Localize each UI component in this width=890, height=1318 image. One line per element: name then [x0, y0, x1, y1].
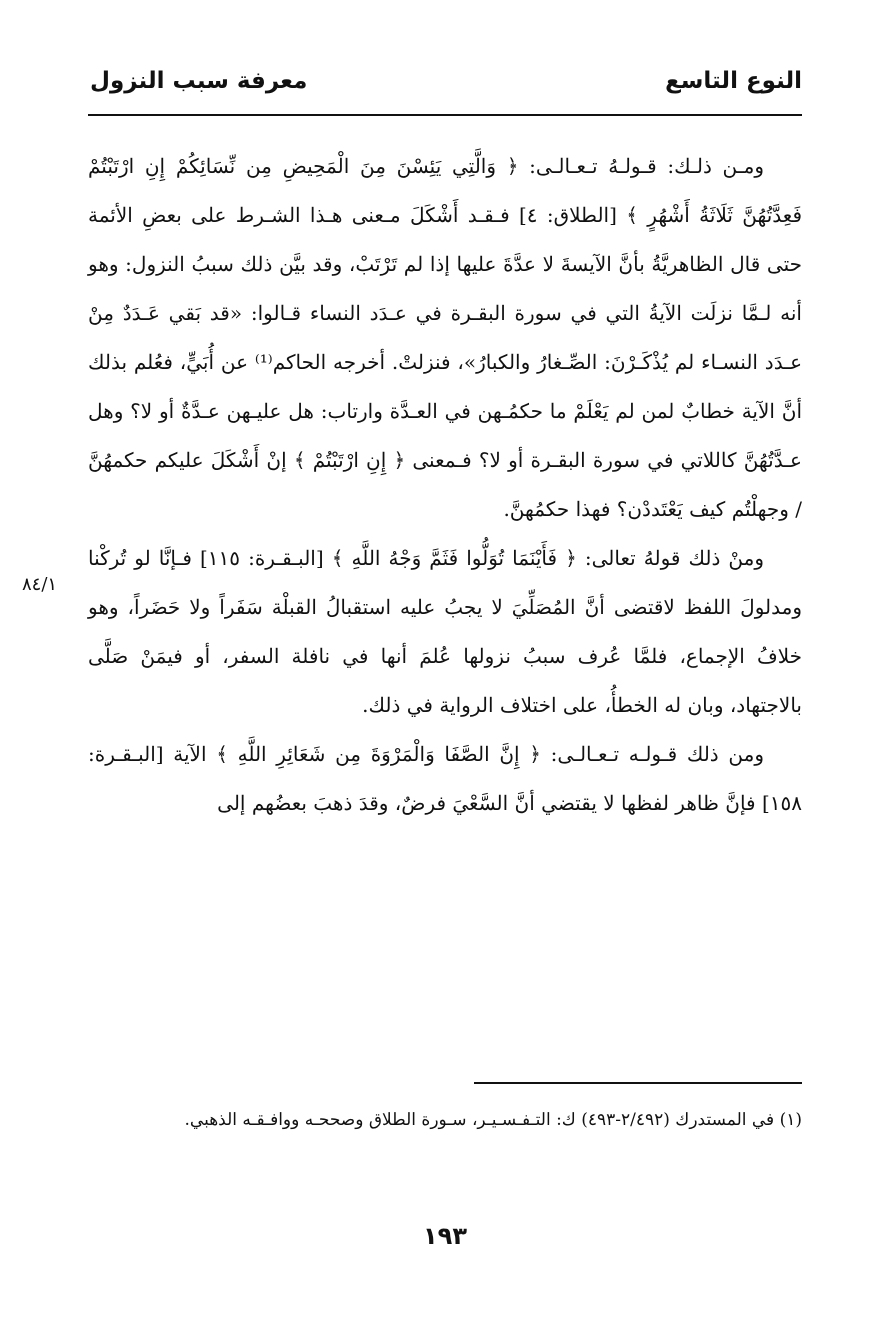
- paragraph-text: ومنْ ذلك قولهُ تعالى: ﴿: [565, 546, 765, 570]
- footnote-divider: [474, 1082, 802, 1084]
- footnote: (١) في المستدرك (٢/٤٩٢-٤٩٣) ك: التـفـسـيـر، سـورة الطلاق وصححـه ووافـقـه الذهبي.: [184, 1110, 802, 1130]
- margin-reference: ٨٤/١: [22, 574, 58, 595]
- paragraph-text: ﴾ [البـقـرة: ١١٥] فـإنَّا لو تُركْنا ومدلولَ اللفظ لاقتضى أنَّ المُصَلِّيَ لا يجبُ عليه استقبالُ القبلْة سَفَراً ولا حَضَراً، وهو خلافُ الإجماع، فلمَّا عُرف سببُ نزولها عُلمَ أنها في نافلة السفر، أو فيمَنْ صَلَّى بالاجتهاد، وبان له الخطأُ، على اختلاف الرواية في ذلك.: [88, 546, 802, 717]
- quran-verse: فَأَيْنَمَا تُوَلُّوا فَثَمَّ وَجْهُ اللَّهِ: [351, 546, 558, 570]
- paragraph: [88, 534, 802, 730]
- page-number: ١٩٣: [423, 1222, 467, 1250]
- paragraph: [88, 730, 802, 828]
- paragraph: [88, 142, 802, 534]
- paragraph-text: ومن ذلك قـولـه تـعـالـى: ﴿: [529, 742, 764, 766]
- paragraph-text: ﴾ [الطلاق: ٤] فـقـد أَشْكَلَ مـعنى هـذا الشـرط على بعضِ الأئمة حتى قال الظاهريَّةُ بأنَّ الآيسةَ لا عدَّةَ عليها إذا لم تَرْتَبْ، وقد بيَّن ذلك سببُ النزول: وهو أنه لـمَّا نزلَت الآيةُ التي في سورة البقـرة في عـدَد النساء قـالوا: «قد بَقي عَـدَدٌ مِنْ عـدَد النسـاء لم يُذْكَـرْنَ: الصِّـغارُ والكبارُ»، فنزلتْ. أخرجه الحاكم⁽¹⁾ عن أُبَيٍّ، فعُلم بذلك أنَّ الآية خطابٌ لمن لم يَعْلَمْ ما حكمُـهن في العـدَّة وارتاب: هل عليـهن عـدَّةٌ أو لا؟ وهل عـدَّتُهُنَّ كاللاتي في سورة البقـرة أو لا؟ فـمعنى ﴿ إِنِ ارْتَبْتُمْ ﴾ إنْ أَشْكَلَ عليكم حكمهُنَّ / وجهلْتُم كيف يَعْتَددْن؟ فهذا حكمُهنَّ.: [88, 203, 803, 521]
- quran-verse: إِنَّ الصَّفَا وَالْمَرْوَةَ مِن شَعَائِرِ اللَّهِ: [237, 742, 520, 766]
- running-header-topic: معرفة سبب النزول: [90, 68, 308, 94]
- header-divider: [88, 114, 802, 116]
- paragraph-text: ومـن ذلـك: قـولـهُ تـعـالـى: ﴿: [506, 154, 765, 178]
- quran-verse: وَالَّتِي يَئِسْنَ مِنَ الْمَحِيضِ مِن نِّسَائِكُمْ إِنِ ارْتَبْتُمْ فَعِدَّتُهُنَّ ثَلَاثَةُ أَشْهُرٍ: [88, 154, 803, 227]
- paragraph-text: ﴾ الآية [البـقـرة: ١٥٨] فإنَّ ظاهر لفظها لا يقتضي أنَّ السَّعْيَ فرضٌ، وقدَ ذهبَ بعضُهم إلى: [88, 742, 802, 815]
- running-header-chapter: النوع التاسع: [665, 68, 802, 94]
- main-text: [88, 142, 802, 828]
